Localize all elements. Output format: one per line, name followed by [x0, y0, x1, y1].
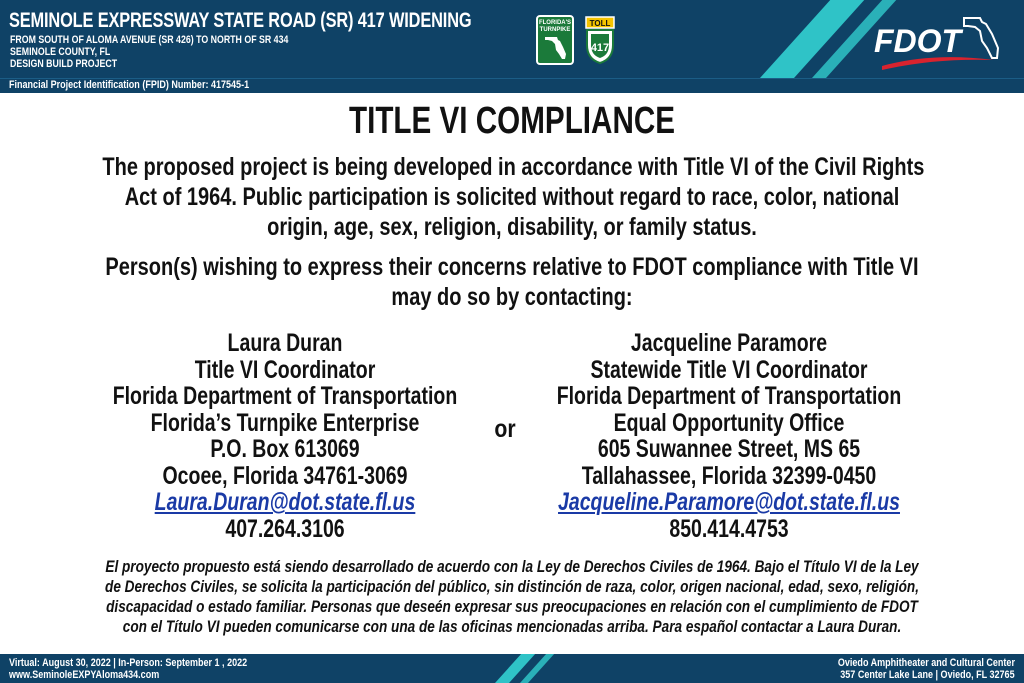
spanish-statement — [0, 557, 1024, 637]
meeting-dates: Virtual: August 30, 2022 | In-Person: September 1 , 2022 — [9, 657, 248, 669]
project-title: SEMINOLE EXPRESSWAY STATE ROAD (SR) 417 WIDENING — [9, 9, 472, 32]
spanish-line: discapacidad o estado familiar. Personas que deseén expresar sus preocupaciones en relación con el cumplimiento de FDOT — [106, 597, 918, 616]
contact-address-line-1: P.O. Box 613069 — [210, 435, 360, 463]
contact-name: Laura Duran — [227, 329, 343, 357]
statement-line: The proposed project is being developed in accordance with Title VI of the Civil Rights — [102, 153, 925, 181]
spanish-line: con el Título VI pueden comunicarse con una de las oficinas mencionadas arriba. Para español contactar a Laura Duran. — [122, 617, 902, 636]
header-banner — [0, 0, 1024, 78]
contact-email-link[interactable]: Laura.Duran@dot.state.fl.us — [154, 488, 416, 516]
contact-name: Jacqueline Paramore — [630, 329, 828, 357]
fdot-logo-text: FDOT — [874, 23, 962, 59]
statement-line: origin, age, sex, religion, disability, or family status. — [267, 213, 757, 241]
contact-card-jacqueline-paramore — [469, 330, 989, 542]
project-type: DESIGN BUILD PROJECT — [10, 58, 118, 70]
contact-separator: or — [494, 415, 516, 443]
page-title — [0, 100, 1024, 143]
contact-email-link[interactable]: Jacqueline.Paramore@dot.state.fl.us — [558, 488, 900, 516]
contact-instructions — [0, 252, 1024, 312]
contact-card-laura-duran — [25, 330, 545, 542]
contact-organization: Florida Department of Transportation — [112, 382, 458, 410]
fpid-number: Financial Project Identification (FPID) Number: 417545-1 — [9, 79, 250, 91]
instructions-line: Person(s) wishing to express their concerns relative to FDOT compliance with Title VI — [105, 253, 919, 281]
spanish-line: de Derechos Civiles, se solicita la participación del público, sin distinción de raza, color, origen nacional, edad, sexo, religión, — [105, 577, 919, 596]
spanish-line: El proyecto propuesto está siendo desarrollado de acuerdo con la Ley de Derechos Civiles de 1964. Bajo el Título VI de la Ley — [105, 557, 919, 576]
instructions-line: may do so by contacting: — [391, 283, 633, 311]
contact-title: Statewide Title VI Coordinator — [590, 355, 868, 384]
contact-department: Equal Opportunity Office — [613, 408, 845, 437]
contact-department: Florida’s Turnpike Enterprise — [150, 408, 420, 437]
page-title-text: TITLE VI COMPLIANCE — [348, 100, 676, 142]
contact-address-line-2: Tallahassee, Florida 32399-0450 — [581, 461, 877, 490]
venue-address: 357 Center Lake Lane | Oviedo, FL 32765 — [840, 669, 1015, 681]
project-limits: FROM SOUTH OF ALOMA AVENUE (SR 426) TO NORTH OF SR 434 — [10, 34, 289, 46]
statement-line: Act of 1964. Public participation is solicited without regard to race, color, national — [124, 183, 900, 211]
contact-phone: 407.264.3106 — [225, 514, 345, 543]
title-vi-statement — [0, 152, 1024, 242]
contact-organization: Florida Department of Transportation — [556, 382, 902, 410]
footer-bar — [0, 654, 1024, 683]
turnpike-badge-line-1: FLORIDA'S — [538, 20, 572, 26]
florida-turnpike-badge-icon — [536, 15, 574, 65]
project-county: SEMINOLE COUNTY, FL — [10, 46, 111, 58]
turnpike-badge-line-2: TURNPIKE — [539, 27, 571, 33]
project-website-link[interactable]: www.SeminoleEXPYAloma434.com — [9, 669, 160, 681]
venue-name: Oviedo Amphitheater and Cultural Center — [837, 657, 1015, 669]
toll-badge-number: 417 — [590, 42, 610, 54]
toll-badge-label: TOLL — [589, 19, 611, 28]
fdot-logo — [872, 14, 1012, 72]
florida-state-icon — [544, 35, 568, 61]
toll-417-shield-icon — [584, 15, 616, 65]
contact-address-line-1: 605 Suwannee Street, MS 65 — [597, 435, 861, 463]
fpid-bar — [0, 78, 1024, 93]
contact-phone: 850.414.4753 — [669, 514, 789, 543]
contact-address-line-2: Ocoee, Florida 34761-3069 — [162, 461, 408, 490]
contact-title: Title VI Coordinator — [194, 355, 376, 384]
